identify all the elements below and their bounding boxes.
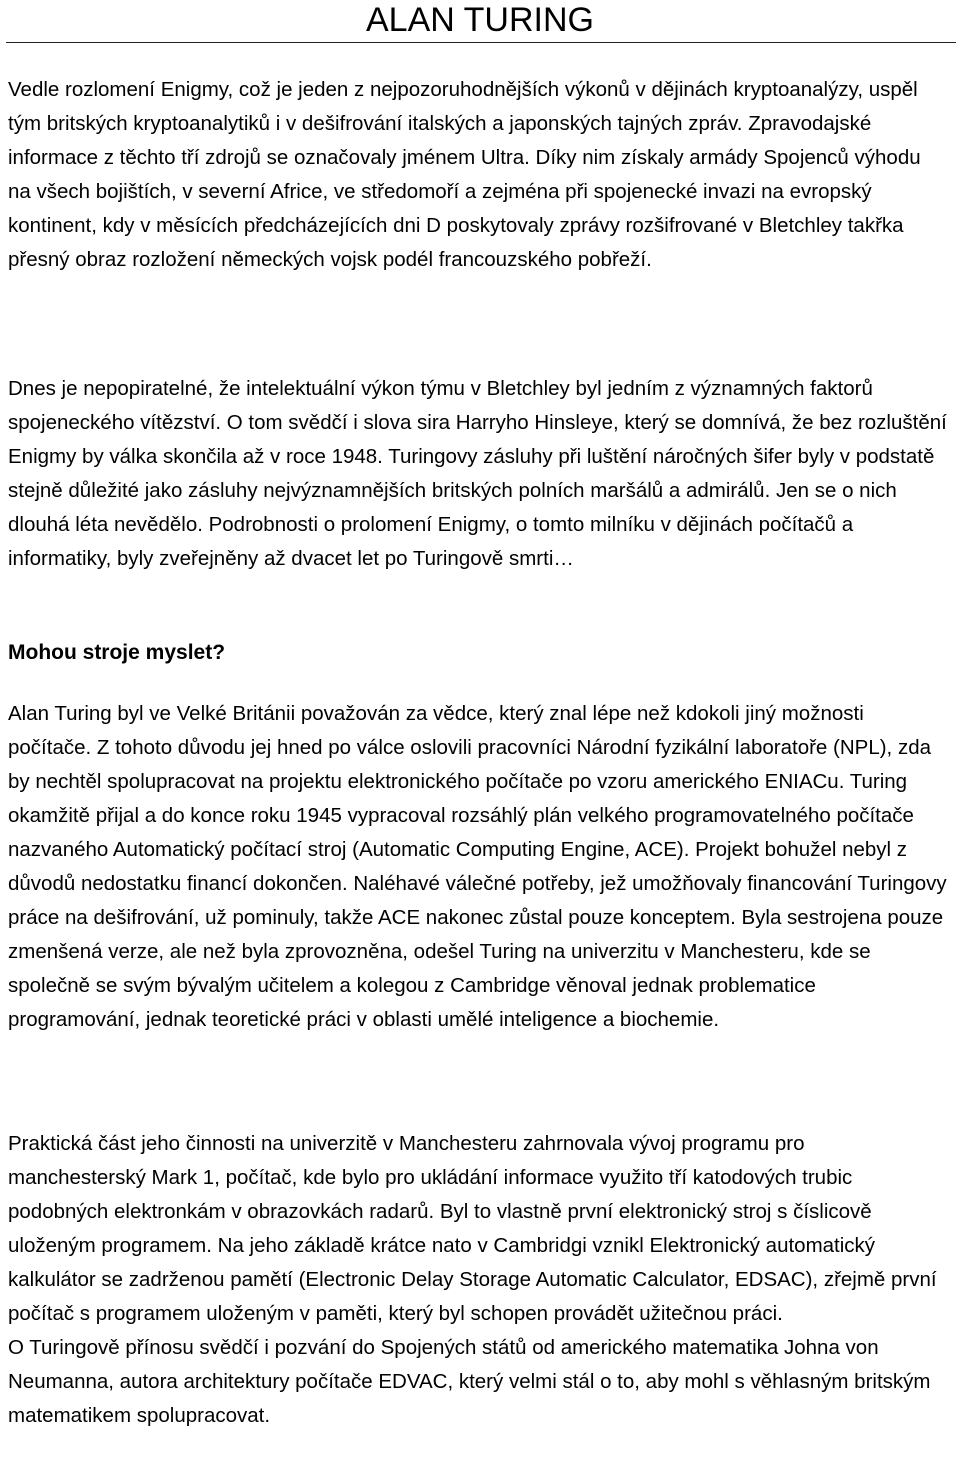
paragraph-group-manchester [8, 1127, 948, 1433]
title-divider [6, 42, 956, 43]
paragraph-ace: Alan Turing byl ve Velké Británii považován za vědce, který znal lépe než kdokoli jiný možnosti počítače. Z tohoto důvodu jej hned po válce oslovili pracovníci Národní fyzikální laboratoře (NPL), zda by nechtěl spolupracovat na projektu elektronického počítače po vzoru amerického ENIACu. Turing okamžitě přijal a do konce roku 1945 vypracoval rozsáhlý plán velkého programovatelného počítače nazvaného Automatický počítací stroj (Automatic Computing Engine, ACE). Projekt bohužel nebyl z důvodů nedostatku financí dokončen. Naléhavé válečné potřeby, jež umožňovaly financování Turingovy práce na dešifrování, už pominuly, takže ACE nakonec zůstal pouze konceptem. Byla sestrojena pouze zmenšená verze, ale než byla zprovozněna, odešel Turing na univerzitu v Manchesteru, kde se společně se svým bývalým učitelem a kolegou z Cambridge věnoval jednak problematice programování, jednak teoretické práci v oblasti umělé inteligence a biochemie. [8, 702, 947, 1031]
paragraph-manchester: Praktická část jeho činnosti na univerzitě v Manchesteru zahrnovala vývoj programu pro manchesterský Mark 1, počítač, kde bylo pro ukládání informace využito tří katodových trubic podobných elektronkám v obrazovkách radarů. Byl to vlastně první elektronický stroj s číslicově uloženým programem. Na jeho základě krátce nato v Cambridgi vznikl Elektronický automatický kalkulátor se zadrženou pamětí (Electronic Delay Storage Automatic Calculator, EDSAC), zřejmě první počítač s programem uloženým v paměti, který byl schopen provádět užitečnou práci. [8, 1132, 937, 1325]
paragraph-ultra: Vedle rozlomení Enigmy, což je jeden z nejpozoruhodnějších výkonů v dějinách kryptoanalýzy, uspěl tým britských kryptoanalytiků i v dešifrování italských a japonských tajných zpráv. Zpravodajské informace z těchto tří zdrojů se označovaly jménem Ultra. Díky nim získaly armády Spojenců výhodu na všech bojištích, v severní Africe, ve středomoří a zejména při spojenecké invazi na evropský kontinent, kdy v měsících předcházejících dni D poskytovaly zprávy rozšifrované v Bletchley takřka přesný obraz rozložení německých vojsk podél francouzského pobřeží. [8, 78, 921, 271]
paragraph-von-neumann: O Turingově přínosu svědčí i pozvání do Spojených států od amerického matematika Johna von Neumanna, autora architektury počítače EDVAC, který velmi stál o to, aby mohl s věhlasným britským matematikem spolupracovat. [8, 1336, 931, 1427]
paragraph-bletchley: Dnes je nepopiratelné, že intelektuální výkon týmu v Bletchley byl jedním z významných faktorů spojeneckého vítězství. O tom svědčí i slova sira Harryho Hinsleye, který se domnívá, že bez rozluštění Enigmy by válka skončila až v roce 1948. Turingovy zásluhy při luštění náročných šifer byly v podstatě stejně důležité jako zásluhy nejvýznamnějších britských polních maršálů a admirálů. Jen se o nich dlouhá léta nevědělo. Podrobnosti o prolomení Enigmy, o tomto milníku v dějinách počítačů a informatiky, byly zveřejněny až dvacet let po Turingově smrti… [8, 377, 947, 570]
page-title: ALAN TURING [366, 1, 594, 39]
section-heading: Mohou stroje myslet? [8, 641, 226, 664]
